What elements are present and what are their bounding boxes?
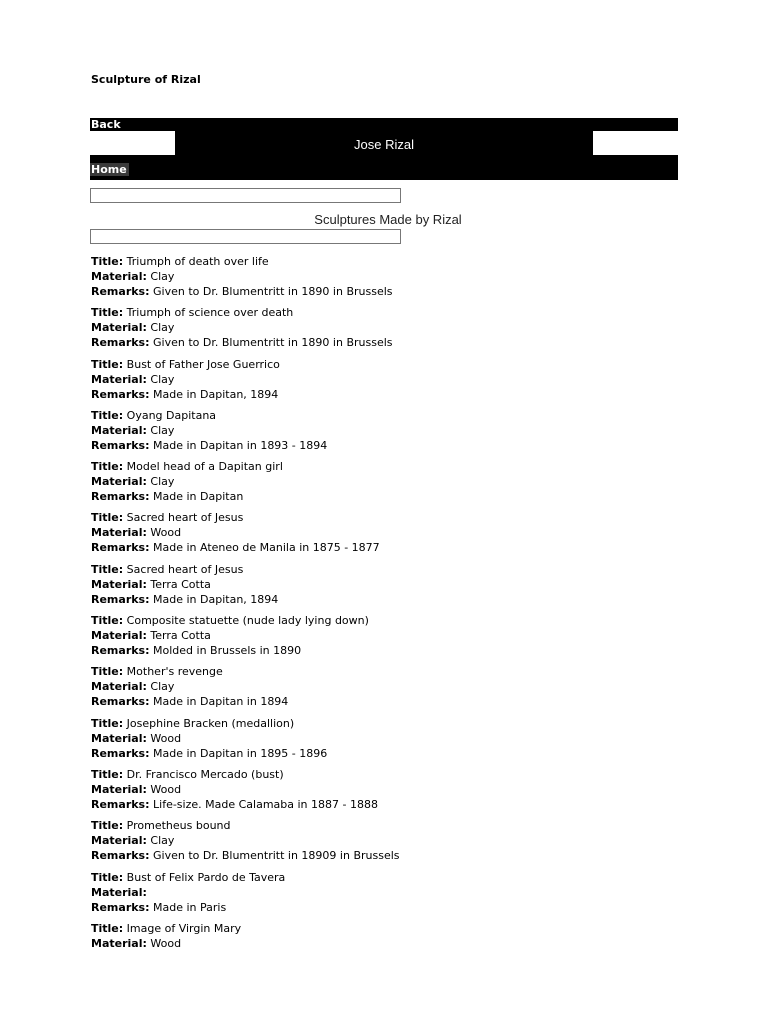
material-value: Wood	[150, 782, 182, 796]
remarks-row	[91, 438, 691, 453]
material-row	[91, 320, 691, 335]
title-row	[91, 357, 691, 372]
material-value: Clay	[150, 680, 175, 694]
sculpture-entry	[91, 664, 691, 715]
remarks-row	[91, 848, 691, 863]
title-row	[91, 254, 691, 269]
title-label: Title:	[91, 255, 124, 268]
remarks-row	[91, 335, 691, 350]
page-title: Sculpture of Rizal	[91, 73, 201, 86]
title-label: Title:	[91, 460, 124, 474]
title-label: Title:	[91, 306, 124, 320]
remarks-row	[91, 900, 691, 915]
title-value: Bust of Father Jose Guerrico	[126, 357, 280, 371]
sculpture-entry	[91, 510, 691, 561]
title-label: Title:	[91, 408, 124, 422]
remarks-label: Remarks:	[91, 438, 150, 452]
remarks-value: Made in Dapitan	[153, 490, 244, 504]
sculpture-entry	[91, 562, 691, 613]
title-row	[91, 870, 691, 885]
material-row	[91, 474, 691, 489]
material-row	[91, 885, 691, 900]
nav-banner	[90, 118, 678, 180]
material-value: Wood	[150, 936, 182, 950]
material-row	[91, 833, 691, 848]
remarks-value: Made in Dapitan in 1895 - 1896	[153, 746, 328, 760]
remarks-label: Remarks:	[91, 746, 150, 760]
material-row	[91, 936, 691, 951]
material-value: Terra Cotta	[150, 577, 211, 591]
remarks-label: Remarks:	[91, 592, 150, 606]
sculpture-entry	[91, 305, 691, 356]
material-label: Material:	[91, 936, 147, 950]
material-value: Clay	[150, 834, 175, 848]
material-row	[91, 525, 691, 540]
material-value: Wood	[150, 526, 182, 540]
remarks-row	[91, 284, 691, 299]
title-row	[91, 408, 691, 423]
title-value: Sacred heart of Jesus	[126, 511, 244, 525]
title-value: Model head of a Dapitan girl	[126, 460, 283, 474]
title-row	[91, 459, 691, 474]
material-row	[91, 731, 691, 746]
material-label: Material:	[91, 423, 147, 437]
title-row	[91, 562, 691, 577]
remarks-value: Given to Dr. Blumentritt in 1890 in Brussels	[153, 336, 393, 350]
home-link[interactable]: Home	[91, 163, 127, 176]
material-row	[91, 269, 691, 284]
title-value: Triumph of science over death	[126, 306, 294, 320]
sculpture-entry	[91, 357, 691, 408]
back-link[interactable]: Back	[90, 118, 678, 131]
title-row	[91, 305, 691, 320]
site-title-bar	[90, 131, 678, 155]
sculpture-entry	[91, 613, 691, 664]
material-value: Terra Cotta	[150, 629, 211, 643]
remarks-row	[91, 746, 691, 761]
title-value: Composite statuette (nude lady lying down)	[126, 614, 369, 628]
section-heading: Sculptures Made by Rizal	[314, 212, 462, 227]
title-row	[91, 613, 691, 628]
site-title: Jose Rizal	[175, 131, 593, 155]
title-label: Title:	[91, 819, 124, 833]
title-value: Josephine Bracken (medallion)	[126, 716, 295, 730]
title-label: Title:	[91, 614, 124, 628]
title-label: Title:	[91, 716, 124, 730]
sculpture-entry	[91, 408, 691, 459]
material-value: Clay	[150, 475, 175, 489]
material-label: Material:	[91, 577, 147, 591]
material-value: Clay	[150, 321, 175, 335]
title-label: Title:	[91, 767, 124, 781]
material-label: Material:	[91, 680, 147, 694]
sculpture-entry	[91, 870, 691, 921]
title-value: Image of Virgin Mary	[126, 921, 242, 935]
remarks-value: Life-size. Made Calamaba in 1887 - 1888	[153, 797, 378, 811]
title-row	[91, 664, 691, 679]
remarks-row	[91, 643, 691, 658]
title-row	[91, 716, 691, 731]
banner-spacer-left	[90, 131, 175, 155]
remarks-label: Remarks:	[91, 336, 150, 350]
empty-box-bottom	[90, 229, 401, 244]
sculpture-entry	[91, 921, 691, 972]
title-label: Title:	[91, 921, 124, 935]
remarks-label: Remarks:	[91, 849, 150, 863]
remarks-value: Given to Dr. Blumentritt in 1890 in Brussels	[153, 285, 393, 298]
remarks-label: Remarks:	[91, 900, 150, 914]
remarks-label: Remarks:	[91, 695, 150, 709]
title-row	[91, 818, 691, 833]
remarks-label: Remarks:	[91, 490, 150, 504]
title-value: Bust of Felix Pardo de Tavera	[126, 870, 286, 884]
title-row	[91, 510, 691, 525]
title-value: Triumph of death over life	[126, 255, 269, 268]
material-label: Material:	[91, 321, 147, 335]
material-row	[91, 372, 691, 387]
title-row	[91, 921, 691, 936]
remarks-row	[91, 387, 691, 402]
sculpture-entry	[91, 818, 691, 869]
remarks-label: Remarks:	[91, 644, 150, 658]
remarks-value: Made in Dapitan, 1894	[153, 387, 279, 401]
material-value: Clay	[150, 372, 175, 386]
title-value: Dr. Francisco Mercado (bust)	[126, 767, 284, 781]
remarks-row	[91, 592, 691, 607]
title-value: Mother's revenge	[126, 665, 223, 679]
material-label: Material:	[91, 834, 147, 848]
empty-box-top	[90, 188, 401, 203]
remarks-label: Remarks:	[91, 285, 150, 298]
remarks-value: Made in Dapitan in 1893 - 1894	[153, 438, 328, 452]
material-value: Wood	[150, 731, 182, 745]
material-row	[91, 423, 691, 438]
title-label: Title:	[91, 562, 124, 576]
material-row	[91, 782, 691, 797]
remarks-value: Given to Dr. Blumentritt in 18909 in Brussels	[153, 849, 400, 863]
remarks-row	[91, 489, 691, 504]
material-row	[91, 679, 691, 694]
material-label: Material:	[91, 526, 147, 540]
remarks-label: Remarks:	[91, 387, 150, 401]
remarks-row	[91, 540, 691, 555]
material-value: Clay	[150, 270, 175, 283]
title-value: Sacred heart of Jesus	[126, 562, 244, 576]
sculpture-list	[91, 254, 691, 972]
material-label: Material:	[91, 475, 147, 489]
material-row	[91, 577, 691, 592]
material-label: Material:	[91, 629, 147, 643]
material-label: Material:	[91, 731, 147, 745]
home-bar	[90, 155, 678, 180]
sculpture-entry	[91, 767, 691, 818]
material-label: Material:	[91, 782, 147, 796]
title-label: Title:	[91, 665, 124, 679]
material-label: Material:	[91, 270, 147, 283]
remarks-value: Made in Ateneo de Manila in 1875 - 1877	[153, 541, 380, 555]
material-value: Clay	[150, 423, 175, 437]
title-value: Prometheus bound	[126, 819, 231, 833]
remarks-value: Molded in Brussels in 1890	[153, 644, 302, 658]
banner-spacer-right	[593, 131, 678, 155]
sculpture-entry	[91, 254, 691, 305]
remarks-value: Made in Dapitan, 1894	[153, 592, 279, 606]
material-label: Material:	[91, 372, 147, 386]
title-row	[91, 767, 691, 782]
title-value: Oyang Dapitana	[126, 408, 217, 422]
remarks-label: Remarks:	[91, 541, 150, 555]
remarks-row	[91, 694, 691, 709]
material-label: Material:	[91, 885, 147, 899]
remarks-value: Made in Paris	[153, 900, 227, 914]
title-label: Title:	[91, 870, 124, 884]
sculpture-entry	[91, 459, 691, 510]
sculpture-entry	[91, 716, 691, 767]
material-row	[91, 628, 691, 643]
remarks-value: Made in Dapitan in 1894	[153, 695, 289, 709]
remarks-row	[91, 797, 691, 812]
title-label: Title:	[91, 357, 124, 371]
title-label: Title:	[91, 511, 124, 525]
remarks-label: Remarks:	[91, 797, 150, 811]
